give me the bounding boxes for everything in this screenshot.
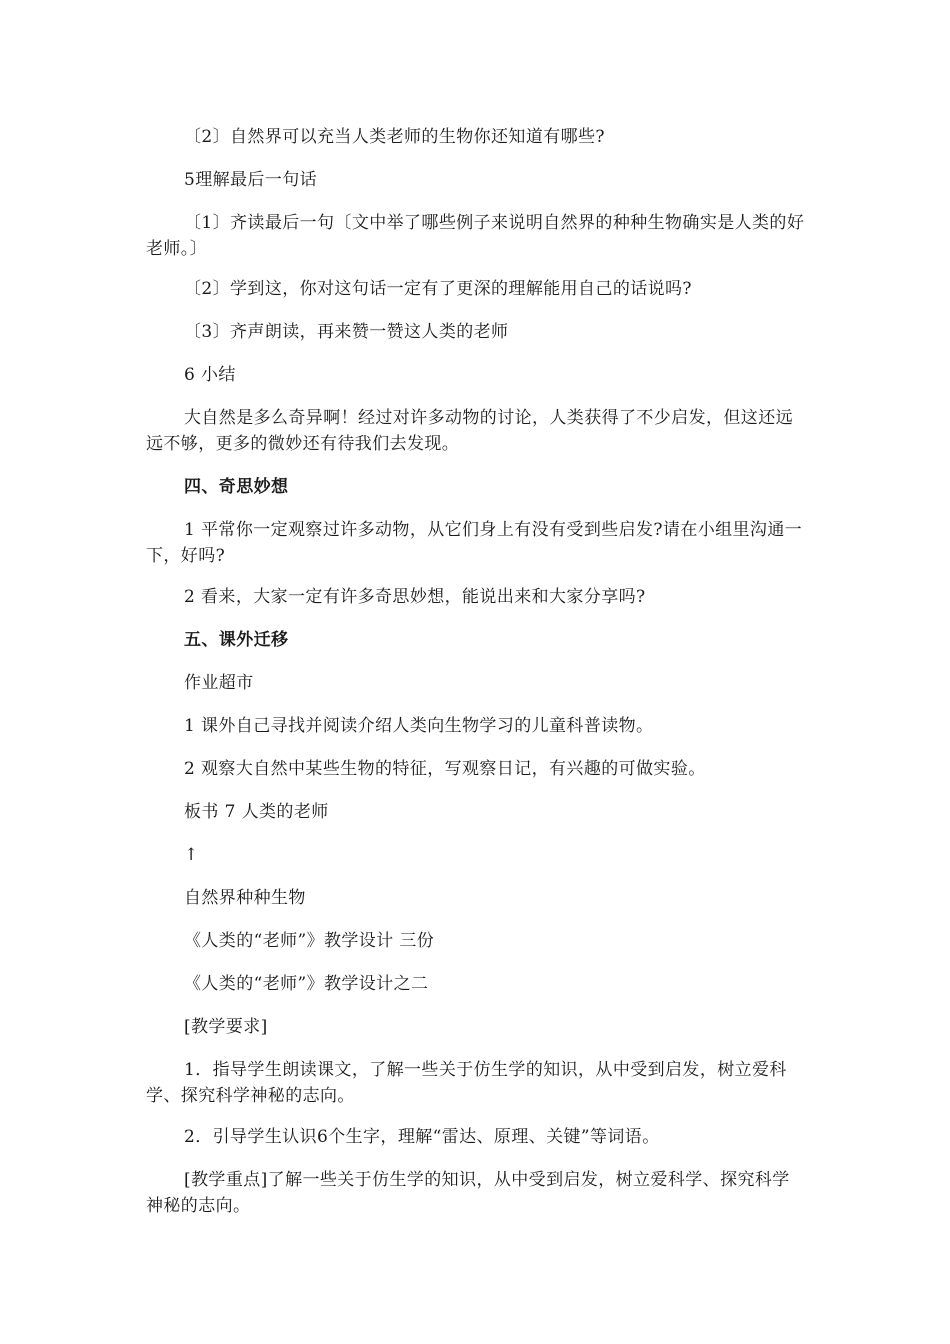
paragraph-understanding: 〔2〕学到这，你对这句话一定有了更深的理解能用自己的话说吗? [184,279,692,299]
section-heading-5: 五、课外迁移 [184,630,289,650]
paragraph-step-5: 5理解最后一句话 [184,170,318,190]
paragraph-homework-2: 2 观察大自然中某些生物的特征，写观察日记，有兴趣的可做实验。 [184,759,706,779]
paragraph-observe-animals: 1 平常你一定观察过许多动物，从它们身上有没有受到些启发?请在小组里沟通一下，好吗? [146,520,803,566]
paragraph-requirement-1: 1．指导学生朗读课文，了解一些关于仿生学的知识，从中受到启发，树立爱科学、探究科学神秘的志向。 [146,1060,787,1106]
paragraph-share-ideas: 2 看来，大家一定有许多奇思妙想，能说出来和大家分享吗? [184,587,646,607]
paragraph-board-bottom: 自然界种种生物 [184,888,306,908]
paragraph-summary-heading: 6 小结 [184,365,236,385]
paragraph-requirements-heading: [教学要求] [184,1017,268,1037]
paragraph-question-2: 〔2〕自然界可以充当人类老师的生物你还知道有哪些? [184,127,605,147]
paragraph-key-points: [教学重点]了解一些关于仿生学的知识，从中受到启发，树立爱科学、探究科学神秘的志向。 [146,1170,790,1216]
up-arrow-icon: ↑ [184,845,199,865]
paragraph-homework-1: 1 课外自己寻找并阅读介绍人类向生物学习的儿童科普读物。 [184,716,654,736]
paragraph-summary: 大自然是多么奇异啊！经过对许多动物的讨论，人类获得了不少启发，但这还远远不够，更多的微妙还有待我们去发现。 [146,408,793,454]
paragraph-board-title: 板书 7 人类的老师 [184,802,329,822]
paragraph-homework-heading: 作业超市 [184,673,254,693]
paragraph-requirement-2: 2．引导学生认识6个生字，理解“雷达、原理、关键”等词语。 [184,1127,660,1147]
section-heading-4: 四、奇思妙想 [184,477,289,497]
paragraph-read-aloud: 〔3〕齐声朗读，再来赞一赞这人类的老师 [184,322,509,342]
paragraph-design-title-two: 《人类的“老师”》教学设计之二 [184,974,429,994]
paragraph-design-title-three: 《人类的“老师”》教学设计 三份 [184,931,435,951]
paragraph-read-last-sentence: 〔1〕齐读最后一句〔文中举了哪些例子来说明自然界的种种生物确实是人类的好老师。〕 [146,213,805,259]
